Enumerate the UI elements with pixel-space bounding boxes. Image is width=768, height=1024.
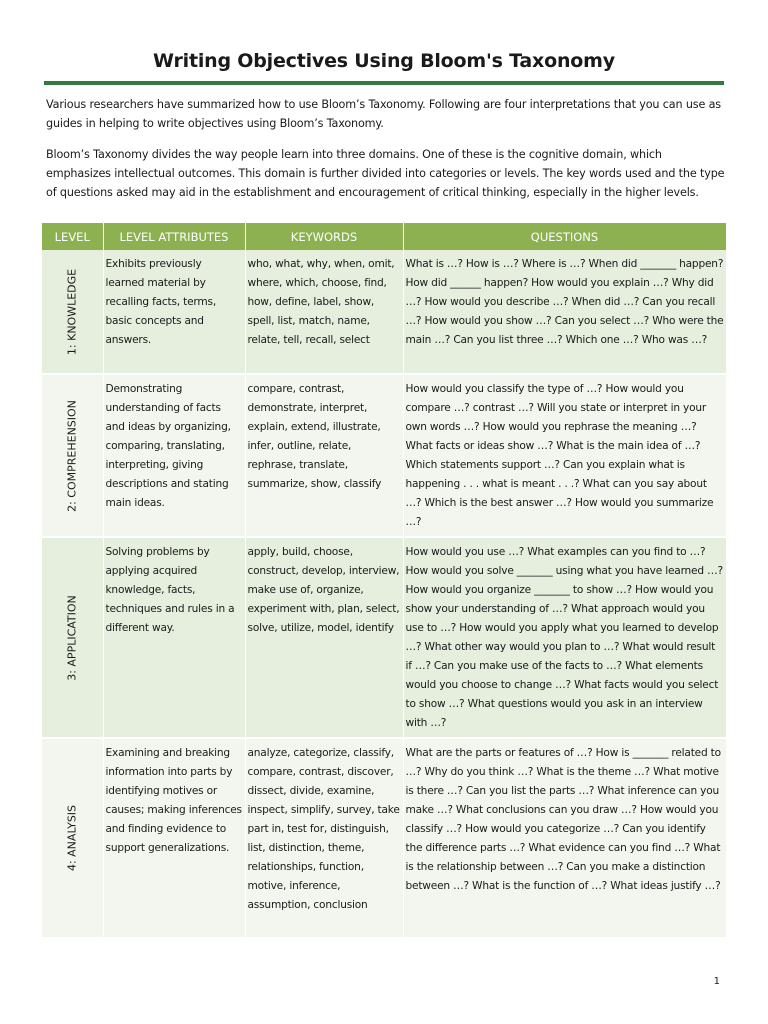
keywords-cell: analyze, categorize, classify, compare, contrast, discover, dissect, divide, examine, inspect, simplify, survey, take part in, test for, distinguish, list, distinction, theme, relationships, function, motive, inference, assumption, conclusion [245,738,403,938]
header-questions: QUESTIONS [403,223,726,250]
questions-cell: How would you use …? What examples can you find to …? How would you solve _______ using what you have learned …? How would you organize _______ to show …? How would you show your understanding of …? What approach would you use to …? How would you apply what you learned to develop …? What other way would you plan to …? What would result if …? Can you make use of the facts to …? What elements would you choose to change …? What facts would you select to show …? What questions would you ask in an interview with …? [403,537,726,738]
attributes-cell: Solving problems by applying acquired knowledge, facts, techniques and rules in a different way. [103,537,245,738]
questions-cell: How would you classify the type of …? How would you compare …? contrast …? Will you state or interpret in your own words …? How would you rephrase the meaning …? What facts or ideas show …? What is the main idea of …? Which statements support …? Can you explain what is happening . . . what is meant . . .? What can you say about …? Which is the best answer …? How would you summarize …? [403,374,726,537]
bloom-taxonomy-table [42,223,727,939]
level-cell [42,250,103,374]
keywords-cell: apply, build, choose, construct, develop, interview, make use of, organize, experiment with, plan, select, solve, utilize, model, identify [245,537,403,738]
level-label: 1: KNOWLEDGE [65,268,79,355]
header-level-attributes: LEVEL ATTRIBUTES [103,223,245,250]
table-row-analysis [42,738,726,938]
description-paragraph: Bloom’s Taxonomy divides the way people learn into three domains. One of these is the cognitive domain, which emphasizes intellectual outcomes. This domain is further divided into categories or levels. The key words used and the type of questions asked may aid in the establishment and encouragement of critical thinking, especially in the higher levels. [46,148,725,199]
page-title: Writing Objectives Using Bloom's Taxonomy [153,50,615,72]
header-level: LEVEL [42,223,103,250]
attributes-cell: Demonstrating understanding of facts and ideas by organizing, comparing, translating, interpreting, giving descriptions and stating main ideas. [103,374,245,537]
level-cell [42,374,103,537]
title-underline [44,81,724,85]
page-number: 1 [713,976,720,987]
questions-cell: What are the parts or features of …? How is _______ related to …? Why do you think …? What is the theme …? What motive is there …? Can you list the parts …? What inference can you make …? What conclusions can you draw …? How would you classify …? How would you categorize …? Can you identify the difference parts …? What evidence can you find …? What is the relationship between …? Can you make a distinction between …? What is the function of …? What ideas justify …? [403,738,726,938]
level-cell [42,537,103,738]
intro-paragraph: Various researchers have summarized how to use Bloom’s Taxonomy. Following are four interpretations that you can use as guides in helping to write objectives using Bloom’s Taxonomy. [46,98,721,130]
keywords-cell: compare, contrast, demonstrate, interpret, explain, extend, illustrate, infer, outline, relate, rephrase, translate, summarize, show, classify [245,374,403,537]
level-label: 2: COMPREHENSION [65,399,79,512]
keywords-cell: who, what, why, when, omit, where, which, choose, find, how, define, label, show, spell, list, match, name, relate, tell, recall, select [245,250,403,374]
level-label: 4: ANALYSIS [65,804,79,872]
table-row-knowledge [42,250,726,374]
attributes-cell: Exhibits previously learned material by recalling facts, terms, basic concepts and answers. [103,250,245,374]
table-row-application [42,537,726,738]
questions-cell: What is …? How is …? Where is …? When did _______ happen? How did ______ happen? How would you explain …? Why did …? How would you describe …? When did …? Can you recall …? How would you show …? Can you select …? Who were the main …? Can you list three …? Which one …? Who was …? [403,250,726,374]
level-cell [42,738,103,938]
table-header-row [42,223,726,250]
level-label: 3: APPLICATION [65,594,79,681]
attributes-cell: Examining and breaking information into parts by identifying motives or causes; making inferences and finding evidence to support generalizations. [103,738,245,938]
table-row-comprehension [42,374,726,537]
header-keywords: KEYWORDS [245,223,403,250]
